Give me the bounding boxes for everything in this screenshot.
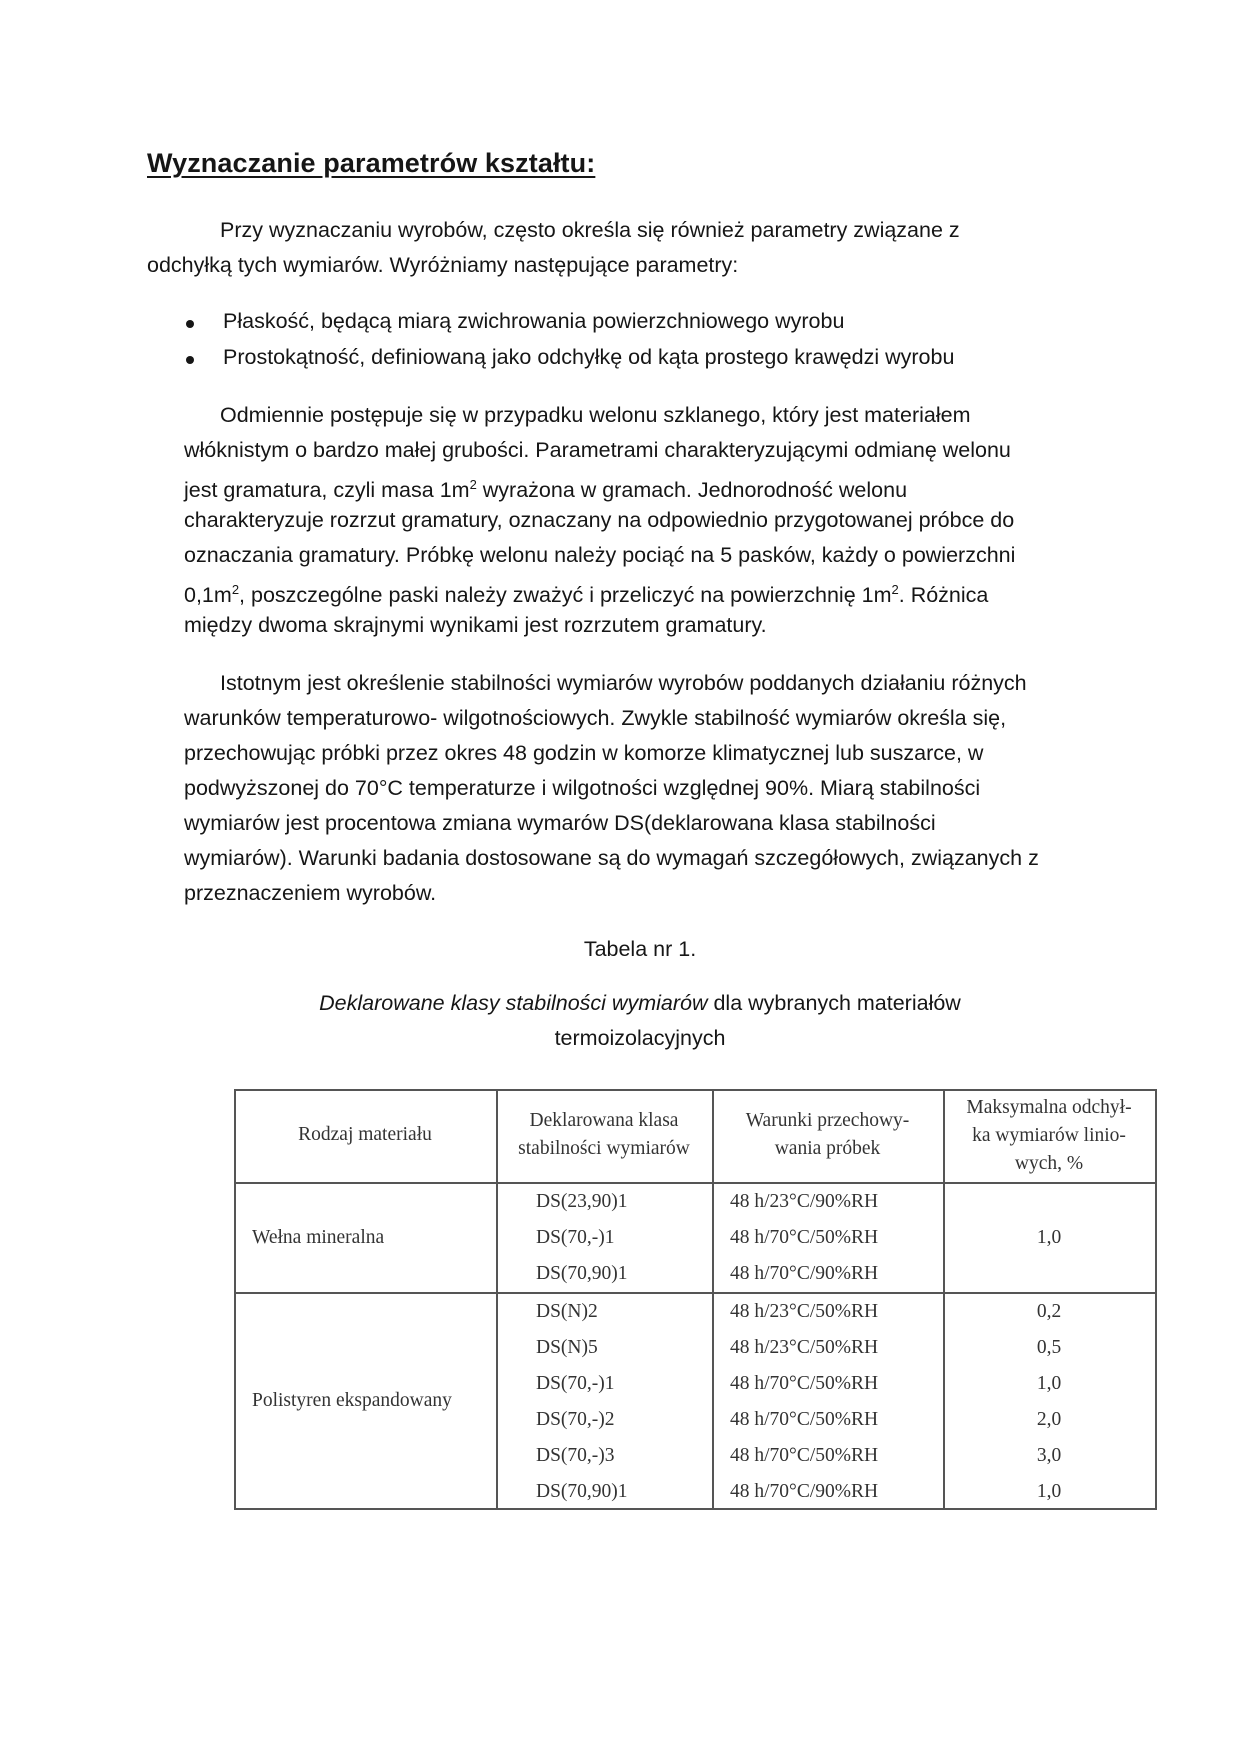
intro-line-2: odchyłką tych wymiarów. Wyróżniamy następujące parametry: <box>147 253 739 277</box>
table-cell-material: Wełna mineralna <box>252 1227 385 1248</box>
table-cell-ds: DS(23,90)1 <box>536 1191 628 1212</box>
paragraph-3-line-6: wymiarów). Warunki badania dostosowane są do wymagań szczegółowych, związanych z <box>184 846 1039 870</box>
stability-table <box>234 1089 1157 1510</box>
table-cell-ds: DS(70,90)1 <box>536 1263 628 1284</box>
paragraph-2-line-5: oznaczania gramatury. Próbkę welonu należy pociąć na 5 pasków, każdy o powierzchni <box>184 543 1016 567</box>
table-cell-ds: DS(70,90)1 <box>536 1481 628 1502</box>
table-cell-conditions: 48 h/70°C/50%RH <box>730 1227 879 1248</box>
header-text: ka wymiarów linio- <box>972 1125 1126 1146</box>
table-number: Tabela nr 1. <box>583 937 697 961</box>
text-run: , poszczególne paski należy zważyć i przeliczyć na powierzchnię 1m <box>239 583 892 608</box>
table-cell-conditions: 48 h/23°C/90%RH <box>730 1191 879 1212</box>
table-header-conditions <box>712 1107 943 1163</box>
superscript: 2 <box>469 477 477 492</box>
text-run: wyrażona w gramach. Jednorodność welonu <box>476 478 908 503</box>
table-cell-max: 0,2 <box>1036 1301 1062 1322</box>
table-border-bottom <box>234 1508 1157 1510</box>
superscript: 2 <box>231 582 240 597</box>
paragraph-3-line-1: Istotnym jest określenie stabilności wymiarów wyrobów poddanych działaniu różnych <box>220 671 1027 695</box>
table-cell-conditions: 48 h/23°C/50%RH <box>730 1301 879 1322</box>
table-header-max-deviation <box>943 1094 1155 1178</box>
table-cell-conditions: 48 h/70°C/50%RH <box>730 1445 879 1466</box>
table-cell-conditions: 48 h/70°C/90%RH <box>730 1263 879 1284</box>
bullet-item-1: Płaskość, będącą miarą zwichrowania powierzchniowego wyrobu <box>223 309 845 333</box>
table-cell-conditions: 48 h/70°C/50%RH <box>730 1373 879 1394</box>
table-cell-ds: DS(N)5 <box>536 1337 598 1358</box>
table-header-material <box>234 1121 496 1149</box>
table-cell-material: Polistyren ekspandowany <box>252 1390 452 1411</box>
table-border-left <box>234 1089 236 1510</box>
header-text: Rodzaj materiału <box>298 1124 432 1145</box>
table-cell-ds: DS(70,-)3 <box>536 1445 615 1466</box>
table-header-ds <box>496 1107 712 1163</box>
paragraph-2-line-1: Odmiennie postępuje się w przypadku welonu szklanego, który jest materiałem <box>220 403 971 427</box>
paragraph-3-line-7: przeznaczeniem wyrobów. <box>184 881 437 905</box>
paragraph-2-line-6 <box>184 576 988 609</box>
table-cell-conditions: 48 h/70°C/90%RH <box>730 1481 879 1502</box>
paragraph-2-line-3 <box>184 471 907 504</box>
text-run: . Różnica <box>898 583 989 608</box>
text-run: 0,1m <box>184 583 232 608</box>
header-text: Deklarowana klasa <box>529 1110 679 1131</box>
table-border-right <box>1155 1089 1157 1510</box>
table-cell-max: 0,5 <box>1036 1337 1062 1358</box>
header-text: wania próbek <box>774 1138 881 1159</box>
table-cell-ds: DS(N)2 <box>536 1301 598 1322</box>
superscript: 2 <box>891 582 899 597</box>
bullet-icon <box>186 356 194 364</box>
page-title: Wyznaczanie parametrów kształtu: <box>147 148 596 178</box>
table-cell-max: 1,0 <box>1036 1481 1062 1502</box>
table-cell-conditions: 48 h/23°C/50%RH <box>730 1337 879 1358</box>
paragraph-3-line-5: wymiarów jest procentowa zmiana wymarów DS(deklarowana klasa stabilności <box>184 811 936 835</box>
table-group-divider <box>234 1292 1157 1294</box>
paragraph-2-line-2: włóknistym o bardzo małej grubości. Parametrami charakteryzującymi odmianę welonu <box>184 438 1011 462</box>
table-cell-max: 1,0 <box>1036 1373 1062 1394</box>
paragraph-3-line-2: warunków temperaturowo- wilgotnościowych. Zwykle stabilność wymiarów określa się, <box>184 706 1007 730</box>
table-cell-max: 2,0 <box>1036 1409 1062 1430</box>
table-caption-italic: Deklarowane klasy stabilności wymiarów <box>319 991 708 1015</box>
header-text: Warunki przechowy- <box>745 1110 910 1131</box>
table-cell-conditions: 48 h/70°C/50%RH <box>730 1409 879 1430</box>
table-header-divider <box>234 1182 1157 1184</box>
header-text: stabilności wymiarów <box>518 1138 690 1159</box>
paragraph-3-line-3: przechowując próbki przez okres 48 godzin w komorze klimatycznej lub suszarce, w <box>184 741 984 765</box>
table-cell-ds: DS(70,-)1 <box>536 1373 615 1394</box>
header-text: Maksymalna odchył- <box>966 1097 1132 1118</box>
header-text: wych, % <box>1014 1153 1084 1174</box>
text-run: jest gramatura, czyli masa 1m <box>184 478 470 503</box>
paragraph-2-line-4: charakteryzuje rozrzut gramatury, oznaczany na odpowiednio przygotowanej próbce do <box>184 508 1015 532</box>
table-cell-max: 1,0 <box>1036 1227 1062 1248</box>
table-caption <box>0 989 1240 1017</box>
table-border-top <box>234 1089 1157 1091</box>
intro-line-1: Przy wyznaczaniu wyrobów, często określa się również parametry związane z <box>220 218 960 242</box>
table-cell-max: 3,0 <box>1036 1445 1062 1466</box>
table-caption-rest: dla wybranych materiałów <box>707 991 961 1015</box>
table-cell-ds: DS(70,-)1 <box>536 1227 615 1248</box>
table-caption-line-2: termoizolacyjnych <box>554 1026 726 1050</box>
bullet-icon <box>186 320 194 328</box>
paragraph-2-line-7: między dwoma skrajnymi wynikami jest rozrzutem gramatury. <box>184 613 767 637</box>
bullet-item-2: Prostokątność, definiowaną jako odchyłkę od kąta prostego krawędzi wyrobu <box>223 345 955 369</box>
paragraph-3-line-4: podwyższonej do 70°C temperaturze i wilgotności względnej 90%. Miarą stabilności <box>184 776 981 800</box>
table-cell-ds: DS(70,-)2 <box>536 1409 615 1430</box>
